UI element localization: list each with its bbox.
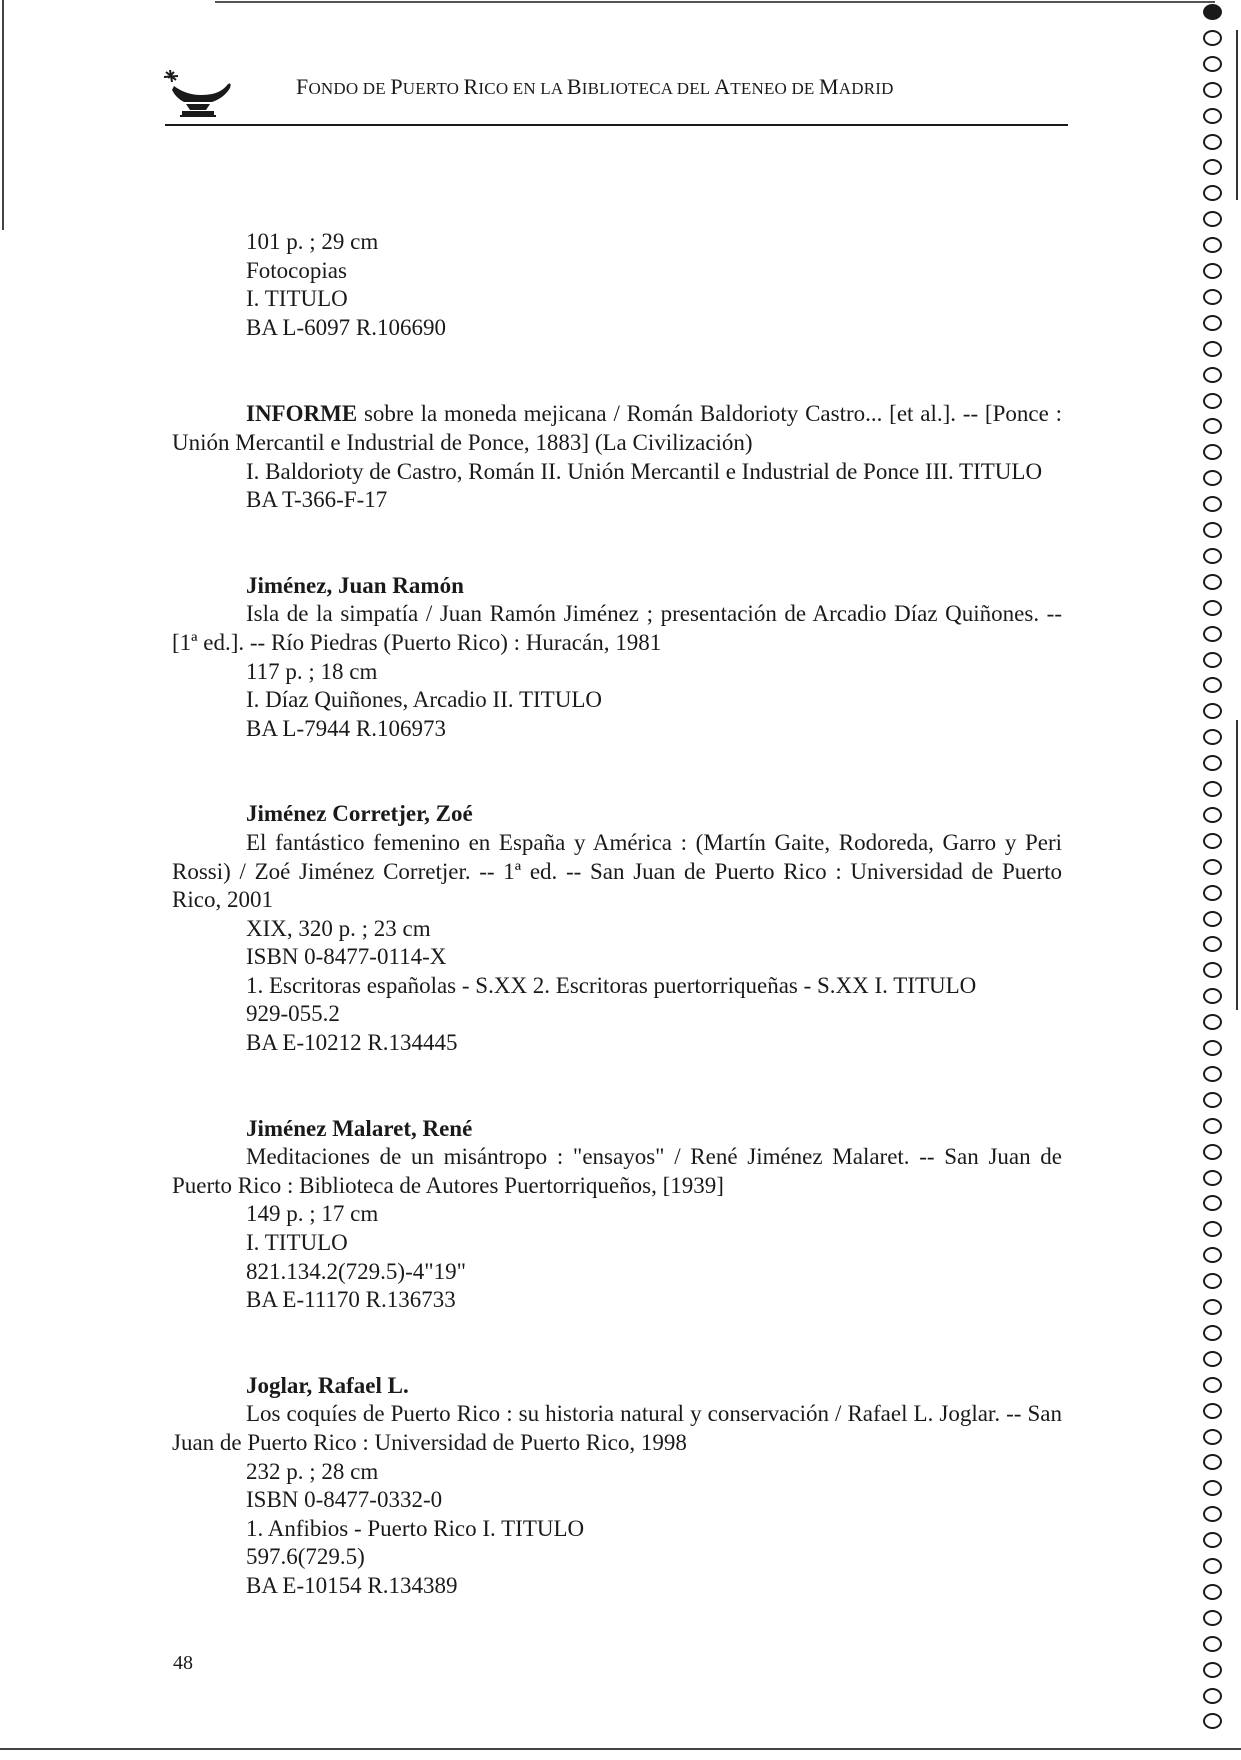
binding-hole: [1203, 911, 1222, 927]
scan-bottom-edge: [0, 1748, 1241, 1750]
entry-description: I. Baldorioty de Castro, Román II. Unión Mercantil e Industrial de Ponce III. TITULO: [246, 458, 1043, 484]
header-title-part: TENEO DE: [730, 79, 819, 98]
catalog-entry: [172, 1372, 1062, 1601]
binding-hole: [1203, 1273, 1222, 1289]
binding-hole: [1203, 1584, 1222, 1600]
entry-field-line: BA L-7944 R.106973: [246, 715, 446, 741]
binding-hole: [1203, 1118, 1222, 1134]
binding-hole: [1203, 393, 1222, 409]
binding-hole: [1203, 988, 1222, 1004]
binding-hole: [1203, 315, 1222, 331]
binding-hole: [1203, 237, 1222, 253]
entry-description-text: sobre la moneda mejicana / Román Baldorioty Castro... [et al.]. -- [Ponce : Unión Mercantil e Industrial de Ponce, 1883] (La Civilización): [172, 401, 1062, 455]
binding-hole: [1203, 936, 1222, 952]
entry-field-line: BA E-11170 R.136733: [246, 1287, 456, 1313]
catalog-entry: [172, 800, 1062, 1057]
binding-hole: [1203, 1221, 1222, 1237]
entry-field-line: I. TITULO: [246, 286, 348, 312]
binding-hole: [1203, 962, 1222, 978]
entry-field-line: 149 p. ; 17 cm: [246, 1201, 379, 1227]
binding-hole: [1203, 1066, 1222, 1082]
entry-field-line: BA E-10212 R.134445: [246, 1030, 458, 1056]
entry-field-line: I. Díaz Quiñones, Arcadio II. TITULO: [246, 687, 602, 713]
binding-hole: [1203, 367, 1222, 383]
binding-hole: [1203, 1144, 1222, 1160]
scan-top-edge: [215, 1, 1215, 3]
catalog-entry: [172, 1115, 1062, 1315]
scan-left-edge: [2, 0, 4, 230]
binding-hole: [1203, 574, 1222, 590]
binding-hole: [1203, 1403, 1222, 1419]
entry-author-heading: Joglar, Rafael L.: [246, 1372, 409, 1398]
header-title-part: A: [714, 74, 731, 99]
header-title-part: IBLIOTECA DEL: [581, 79, 715, 98]
binding-hole: [1203, 1558, 1222, 1574]
entry-field-line: I. TITULO: [246, 1230, 348, 1256]
binding-hole: [1203, 30, 1222, 46]
binding-hole: [1203, 652, 1222, 668]
binding-hole: [1203, 626, 1222, 642]
catalog-entry: [172, 400, 1062, 514]
binding-hole: [1203, 885, 1222, 901]
entry-field-line: ISBN 0-8477-0114-X: [246, 944, 447, 970]
entry-field-line: BA T-366-F-17: [246, 487, 388, 513]
page-number: 48: [173, 1652, 193, 1674]
binding-hole: [1203, 859, 1222, 875]
binding-hole: [1203, 833, 1222, 849]
entry-field-line: 597.6(729.5): [246, 1544, 365, 1570]
entry-field-line: 929-055.2: [246, 1001, 340, 1027]
binding-hole: [1203, 807, 1222, 823]
binding-hole: [1203, 134, 1222, 150]
header-title-part: R: [463, 74, 479, 99]
catalog-entry: [172, 572, 1062, 744]
binding-hole: [1203, 1195, 1222, 1211]
binding-hole: [1203, 1662, 1222, 1678]
binding-hole: [1203, 1713, 1222, 1729]
entry-field-line: 821.134.2(729.5)-4"19": [246, 1258, 467, 1284]
binding-hole: [1203, 418, 1222, 434]
binding-hole: [1203, 1247, 1222, 1263]
catalog-entries: [172, 228, 1062, 1658]
entry-field-line: ISBN 0-8477-0332-0: [246, 1487, 443, 1513]
binding-hole: [1203, 444, 1222, 460]
binding-hole: [1203, 289, 1222, 305]
binding-hole: [1203, 1532, 1222, 1548]
binding-hole: [1203, 496, 1222, 512]
binding-hole: [1203, 1040, 1222, 1056]
binding-hole: [1203, 677, 1222, 693]
entry-field-line: 117 p. ; 18 cm: [246, 658, 378, 684]
entry-field-line: 232 p. ; 28 cm: [246, 1458, 379, 1484]
binding-hole: [1203, 470, 1222, 486]
header-title-part: ADRID: [838, 79, 894, 98]
entry-author-heading: Jiménez Corretjer, Zoé: [246, 801, 473, 827]
entry-field-line: BA L-6097 R.106690: [246, 314, 446, 340]
binding-hole: [1203, 56, 1222, 72]
entry-field-line: 1. Anfibios - Puerto Rico I. TITULO: [246, 1515, 585, 1541]
binding-hole: [1203, 1092, 1222, 1108]
entry-field-line: BA E-10154 R.134389: [246, 1572, 458, 1598]
binding-hole: [1203, 108, 1222, 124]
entry-field-line: Fotocopias: [246, 257, 347, 283]
entry-description: Los coquíes de Puerto Rico : su historia natural y conservación / Rafael L. Joglar. -- San Juan de Puerto Rico : Universidad de Puerto Rico, 1998: [172, 1401, 1062, 1455]
binding-hole: [1203, 4, 1222, 20]
entry-field-line: 101 p. ; 29 cm: [246, 229, 379, 254]
header-title: [296, 74, 894, 100]
binding-hole: [1203, 1299, 1222, 1315]
entry-author-heading: Jiménez Malaret, René: [246, 1115, 473, 1141]
binding-hole: [1203, 1506, 1222, 1522]
header-title-part: B: [566, 74, 582, 99]
entry-title-keyword: INFORME: [246, 401, 358, 427]
entry-field-line: 1. Escritoras españolas - S.XX 2. Escritoras puertorriqueñas - S.XX I. TITULO: [246, 972, 977, 998]
binding-hole: [1203, 1454, 1222, 1470]
header-title-part: P: [390, 74, 403, 99]
entry-description: El fantástico femenino en España y América : (Martín Gaite, Rodoreda, Garro y Peri Rossi) / Zoé Jiménez Corretjer. -- 1ª ed. -- San Juan de Puerto Rico : Universidad de Puerto Rico, 2001: [172, 829, 1062, 913]
header-title-part: UERTO: [402, 79, 464, 98]
binding-hole: [1203, 82, 1222, 98]
entry-field-line: XIX, 320 p. ; 23 cm: [246, 915, 431, 941]
binding-hole: [1203, 600, 1222, 616]
binding-hole: [1203, 703, 1222, 719]
binding-hole: [1203, 522, 1222, 538]
binding-hole: [1203, 1636, 1222, 1652]
binding-hole: [1203, 1170, 1222, 1186]
binding-hole: [1203, 1351, 1222, 1367]
oil-lamp-icon: [160, 68, 235, 120]
binding-hole: [1203, 211, 1222, 227]
binding-hole: [1203, 263, 1222, 279]
entry-description: Meditaciones de un misántropo : "ensayos" / René Jiménez Malaret. -- San Juan de Puerto Rico : Biblioteca de Autores Puertorriqueños, [1939]: [172, 1144, 1062, 1198]
entry-author-heading: Jiménez, Juan Ramón: [246, 572, 464, 598]
binding-hole: [1203, 1377, 1222, 1393]
header-title-part: F: [296, 74, 309, 99]
header-rule: [165, 124, 1068, 126]
header-title-part: M: [818, 74, 839, 99]
binding-hole: [1203, 755, 1222, 771]
entry-description: Isla de la simpatía / Juan Ramón Jiménez ; presentación de Arcadio Díaz Quiñones. -- [1ª ed.]. -- Río Piedras (Puerto Rico) : Huracán, 1981: [172, 601, 1062, 655]
catalog-entry: [172, 228, 1062, 342]
binding-hole: [1203, 729, 1222, 745]
binding-holes: [1198, 0, 1238, 1760]
binding-hole: [1203, 159, 1222, 175]
binding-hole: [1203, 185, 1222, 201]
header-title-part: ICO EN LA: [478, 79, 567, 98]
entry-description: [172, 400, 1062, 457]
binding-hole: [1203, 781, 1222, 797]
binding-hole: [1203, 1688, 1222, 1704]
binding-hole: [1203, 1429, 1222, 1445]
binding-hole: [1203, 1480, 1222, 1496]
binding-hole: [1203, 1325, 1222, 1341]
binding-hole: [1203, 341, 1222, 357]
binding-hole: [1203, 1610, 1222, 1626]
binding-hole: [1203, 548, 1222, 564]
header-title-part: ONDO DE: [308, 79, 391, 98]
binding-hole: [1203, 1014, 1222, 1030]
